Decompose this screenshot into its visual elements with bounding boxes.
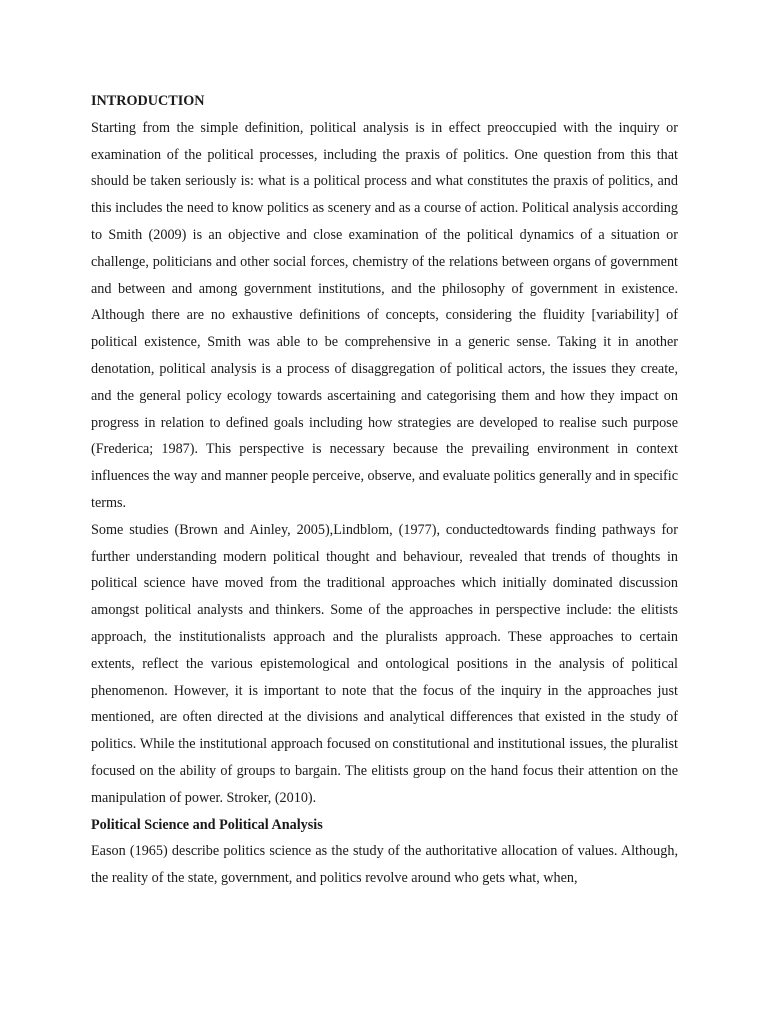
paragraph: Starting from the simple definition, political analysis is in effect preoccupied with the inquiry or examination of the political processes, including the praxis of politics. One question from this that should be taken seriously is: what is a political process and what constitutes the praxis of politics, and this includes the need to know politics as scenery and as a course of action. Political analysis according to Smith (2009) is an objective and close examination of the political dynamics of a situation or challenge, politicians and other social forces, chemistry of the relations between organs of government and between and among government institutions, and the philosophy of government in existence. Although there are no exhaustive definitions of concepts, considering the fluidity [variability] of political existence, Smith was able to be comprehensive in a generic sense. Taking it in another denotation, political analysis is a process of disaggregation of political actors, the issues they create, and the general policy ecology towards ascertaining and categorising them and how they impact on progress in relation to defined goals including how strategies are developed to realise such purpose (Frederica; 1987). This perspective is necessary because the prevailing environment in context influences the way and manner people perceive, observe, and evaluate politics generally and in specific terms. bbox=[91, 119, 678, 511]
paragraph: Eason (1965) describe politics science as the study of the authoritative allocation of values. Although, the reality of the state, government, and politics revolve around who gets what, when, bbox=[91, 843, 678, 887]
section-heading-introduction: INTRODUCTION bbox=[91, 93, 205, 109]
document-page bbox=[91, 88, 678, 892]
paragraph: Some studies (Brown and Ainley, 2005),Lindblom, (1977), conductedtowards finding pathways for further understanding modern political thought and behaviour, revealed that trends of thoughts in political science have moved from the traditional approaches which initially dominated discussion amongst political analysts and thinkers. Some of the approaches in perspective include: the elitists approach, the institutionalists approach and the pluralists approach. These approaches to certain extents, reflect the various epistemological and ontological positions in the analysis of political phenomenon. However, it is important to note that the focus of the inquiry in the approaches just mentioned, are often directed at the divisions and analytical differences that existed in the study of politics. While the institutional approach focused on constitutional and institutional issues, the pluralist focused on the ability of groups to bargain. The elitists group on the hand focus their attention on the manipulation of power. Stroker, (2010). bbox=[91, 521, 678, 806]
section-heading-political-science: Political Science and Political Analysis bbox=[91, 816, 323, 833]
